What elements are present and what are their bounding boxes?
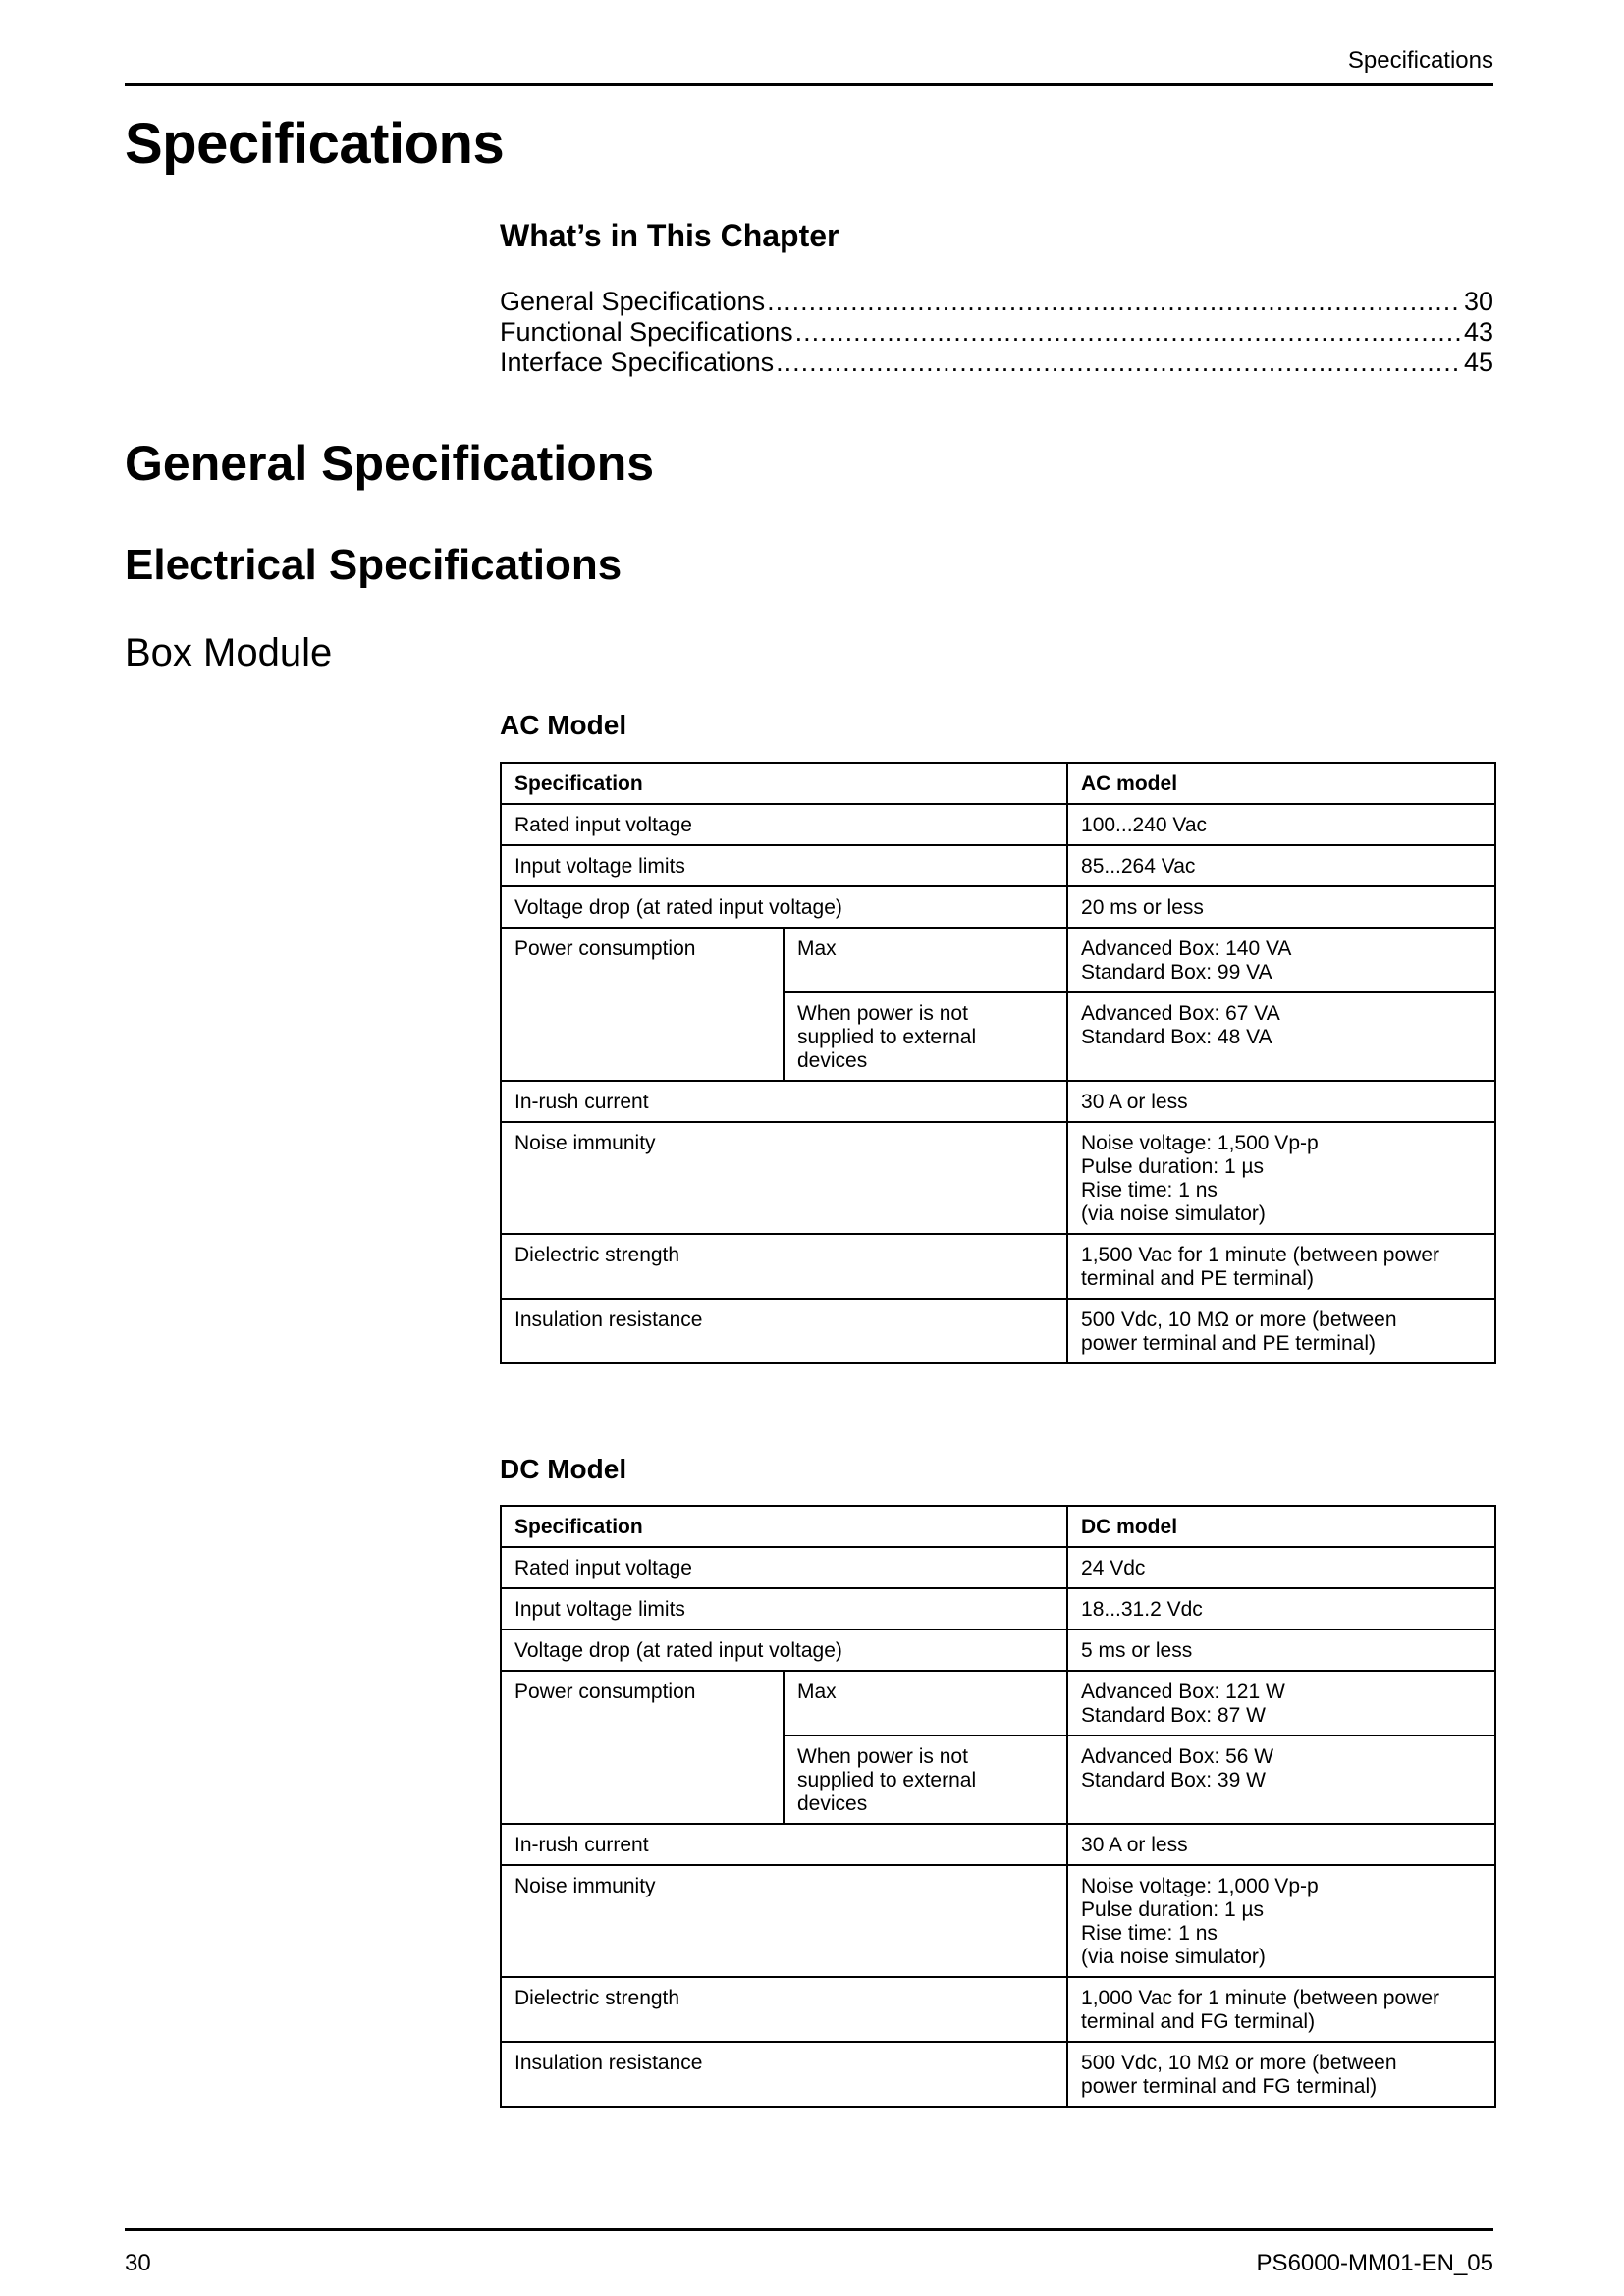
row-value xyxy=(1067,1977,1495,2042)
value-line: Advanced Box: 67 VA xyxy=(1081,1002,1280,1025)
toc-entry-page: 45 xyxy=(1463,347,1493,377)
value-line: Rise time: 1 ns xyxy=(1081,1179,1218,1201)
value-line: (via noise simulator) xyxy=(1081,1946,1266,1968)
row-value xyxy=(1067,1735,1495,1824)
col-header-model: AC model xyxy=(1067,763,1495,804)
document-id: PS6000-MM01-EN_05 xyxy=(1256,2250,1493,2276)
table-row xyxy=(501,804,1495,845)
table-header-row xyxy=(501,1506,1495,1547)
value-line: Pulse duration: 1 µs xyxy=(1081,1898,1265,1921)
row-label: Input voltage limits xyxy=(501,845,1067,886)
row-value: 18...31.2 Vdc xyxy=(1067,1588,1495,1629)
col-header-model: DC model xyxy=(1067,1506,1495,1547)
value-line: Standard Box: 87 W xyxy=(1081,1704,1266,1727)
ac-spec-table xyxy=(500,762,1496,1364)
col-header-spec: Specification xyxy=(501,763,1067,804)
row-value xyxy=(1067,1234,1495,1299)
value-line: Standard Box: 48 VA xyxy=(1081,1026,1272,1048)
dc-table-caption: DC Model xyxy=(500,1454,627,1484)
toc-entry-title: General Specifications xyxy=(500,287,766,316)
chapter-title: Specifications xyxy=(125,112,505,176)
row-label: Input voltage limits xyxy=(501,1588,1067,1629)
footer-rule xyxy=(125,2228,1493,2231)
table-row xyxy=(501,1977,1495,2042)
toc-entry[interactable] xyxy=(500,287,1493,317)
value-line: Rise time: 1 ns xyxy=(1081,1922,1218,1945)
row-value: 5 ms or less xyxy=(1067,1629,1495,1671)
row-value xyxy=(1067,1671,1495,1735)
label-line: devices xyxy=(797,1049,868,1072)
row-sublabel: Max xyxy=(784,928,1067,992)
row-value: 100...240 Vac xyxy=(1067,804,1495,845)
toc-entry-title: Functional Specifications xyxy=(500,317,793,347)
row-sublabel xyxy=(784,1735,1067,1824)
value-line: power terminal and FG terminal) xyxy=(1081,2075,1378,2098)
value-line: (via noise simulator) xyxy=(1081,1202,1266,1225)
row-value: 85...264 Vac xyxy=(1067,845,1495,886)
value-line: terminal and FG terminal) xyxy=(1081,2010,1316,2033)
value-line: Standard Box: 39 W xyxy=(1081,1769,1266,1791)
table-row xyxy=(501,1299,1495,1363)
table-row xyxy=(501,1629,1495,1671)
row-value xyxy=(1067,2042,1495,2107)
table-row xyxy=(501,1671,1495,1735)
col-header-spec: Specification xyxy=(501,1506,1067,1547)
row-label: Insulation resistance xyxy=(501,2042,1067,2107)
row-value: 24 Vdc xyxy=(1067,1547,1495,1588)
toc-leader-dots xyxy=(795,317,1462,347)
row-label: In-rush current xyxy=(501,1824,1067,1865)
row-sublabel: Max xyxy=(784,1671,1067,1735)
table-row xyxy=(501,1824,1495,1865)
value-line: Advanced Box: 121 W xyxy=(1081,1681,1285,1703)
row-label: Dielectric strength xyxy=(501,1977,1067,2042)
row-label: Noise immunity xyxy=(501,1865,1067,1977)
toc-entry-title: Interface Specifications xyxy=(500,347,775,377)
running-header: Specifications xyxy=(1347,47,1493,74)
row-sublabel xyxy=(784,992,1067,1081)
row-label: Voltage drop (at rated input voltage) xyxy=(501,1629,1067,1671)
value-line: 1,500 Vac for 1 minute (between power xyxy=(1081,1244,1440,1266)
value-line: Advanced Box: 56 W xyxy=(1081,1745,1274,1768)
toc-entry[interactable] xyxy=(500,317,1493,347)
table-header-row xyxy=(501,763,1495,804)
dc-spec-table xyxy=(500,1505,1496,2108)
section-title: General Specifications xyxy=(125,436,655,491)
table-row xyxy=(501,1234,1495,1299)
row-label: In-rush current xyxy=(501,1081,1067,1122)
row-value xyxy=(1067,992,1495,1081)
label-line: supplied to external xyxy=(797,1769,977,1791)
header-rule xyxy=(125,83,1493,86)
row-label: Rated input voltage xyxy=(501,804,1067,845)
value-line: 500 Vdc, 10 MΩ or more (between xyxy=(1081,1308,1397,1331)
value-line: Noise voltage: 1,000 Vp-p xyxy=(1081,1875,1319,1897)
toc-entry[interactable] xyxy=(500,347,1493,378)
ac-table-caption: AC Model xyxy=(500,710,627,740)
table-row xyxy=(501,1865,1495,1977)
toc-entry-page: 30 xyxy=(1463,287,1493,316)
toc-leader-dots xyxy=(776,347,1462,378)
table-row xyxy=(501,1081,1495,1122)
row-value: 30 A or less xyxy=(1067,1824,1495,1865)
subsection-title: Electrical Specifications xyxy=(125,541,623,589)
value-line: terminal and PE terminal) xyxy=(1081,1267,1314,1290)
label-line: When power is not xyxy=(797,1002,968,1025)
toc-entry-page: 43 xyxy=(1463,317,1493,347)
row-label: Noise immunity xyxy=(501,1122,1067,1234)
value-line: Pulse duration: 1 µs xyxy=(1081,1155,1265,1178)
row-value: 30 A or less xyxy=(1067,1081,1495,1122)
table-row xyxy=(501,1588,1495,1629)
value-line: Noise voltage: 1,500 Vp-p xyxy=(1081,1132,1319,1154)
row-value: 20 ms or less xyxy=(1067,886,1495,928)
row-label: Dielectric strength xyxy=(501,1234,1067,1299)
subsubsection-title: Box Module xyxy=(125,631,333,674)
value-line: power terminal and PE terminal) xyxy=(1081,1332,1376,1355)
label-line: When power is not xyxy=(797,1745,968,1768)
value-line: Advanced Box: 140 VA xyxy=(1081,937,1292,960)
row-value xyxy=(1067,928,1495,992)
toc-heading: What’s in This Chapter xyxy=(500,218,839,253)
label-line: supplied to external xyxy=(797,1026,977,1048)
table-row xyxy=(501,886,1495,928)
table-row xyxy=(501,845,1495,886)
table-row xyxy=(501,928,1495,992)
toc-list xyxy=(500,287,1493,378)
row-label: Insulation resistance xyxy=(501,1299,1067,1363)
row-label: Power consumption xyxy=(501,1671,784,1824)
value-line: Standard Box: 99 VA xyxy=(1081,961,1272,984)
row-label: Voltage drop (at rated input voltage) xyxy=(501,886,1067,928)
table-row xyxy=(501,2042,1495,2107)
row-label: Power consumption xyxy=(501,928,784,1081)
table-row xyxy=(501,1122,1495,1234)
row-value xyxy=(1067,1865,1495,1977)
table-row xyxy=(501,1547,1495,1588)
row-value xyxy=(1067,1122,1495,1234)
label-line: devices xyxy=(797,1792,868,1815)
value-line: 500 Vdc, 10 MΩ or more (between xyxy=(1081,2052,1397,2074)
row-value xyxy=(1067,1299,1495,1363)
toc-leader-dots xyxy=(767,287,1462,317)
row-label: Rated input voltage xyxy=(501,1547,1067,1588)
page-number: 30 xyxy=(125,2250,151,2276)
value-line: 1,000 Vac for 1 minute (between power xyxy=(1081,1987,1440,2009)
